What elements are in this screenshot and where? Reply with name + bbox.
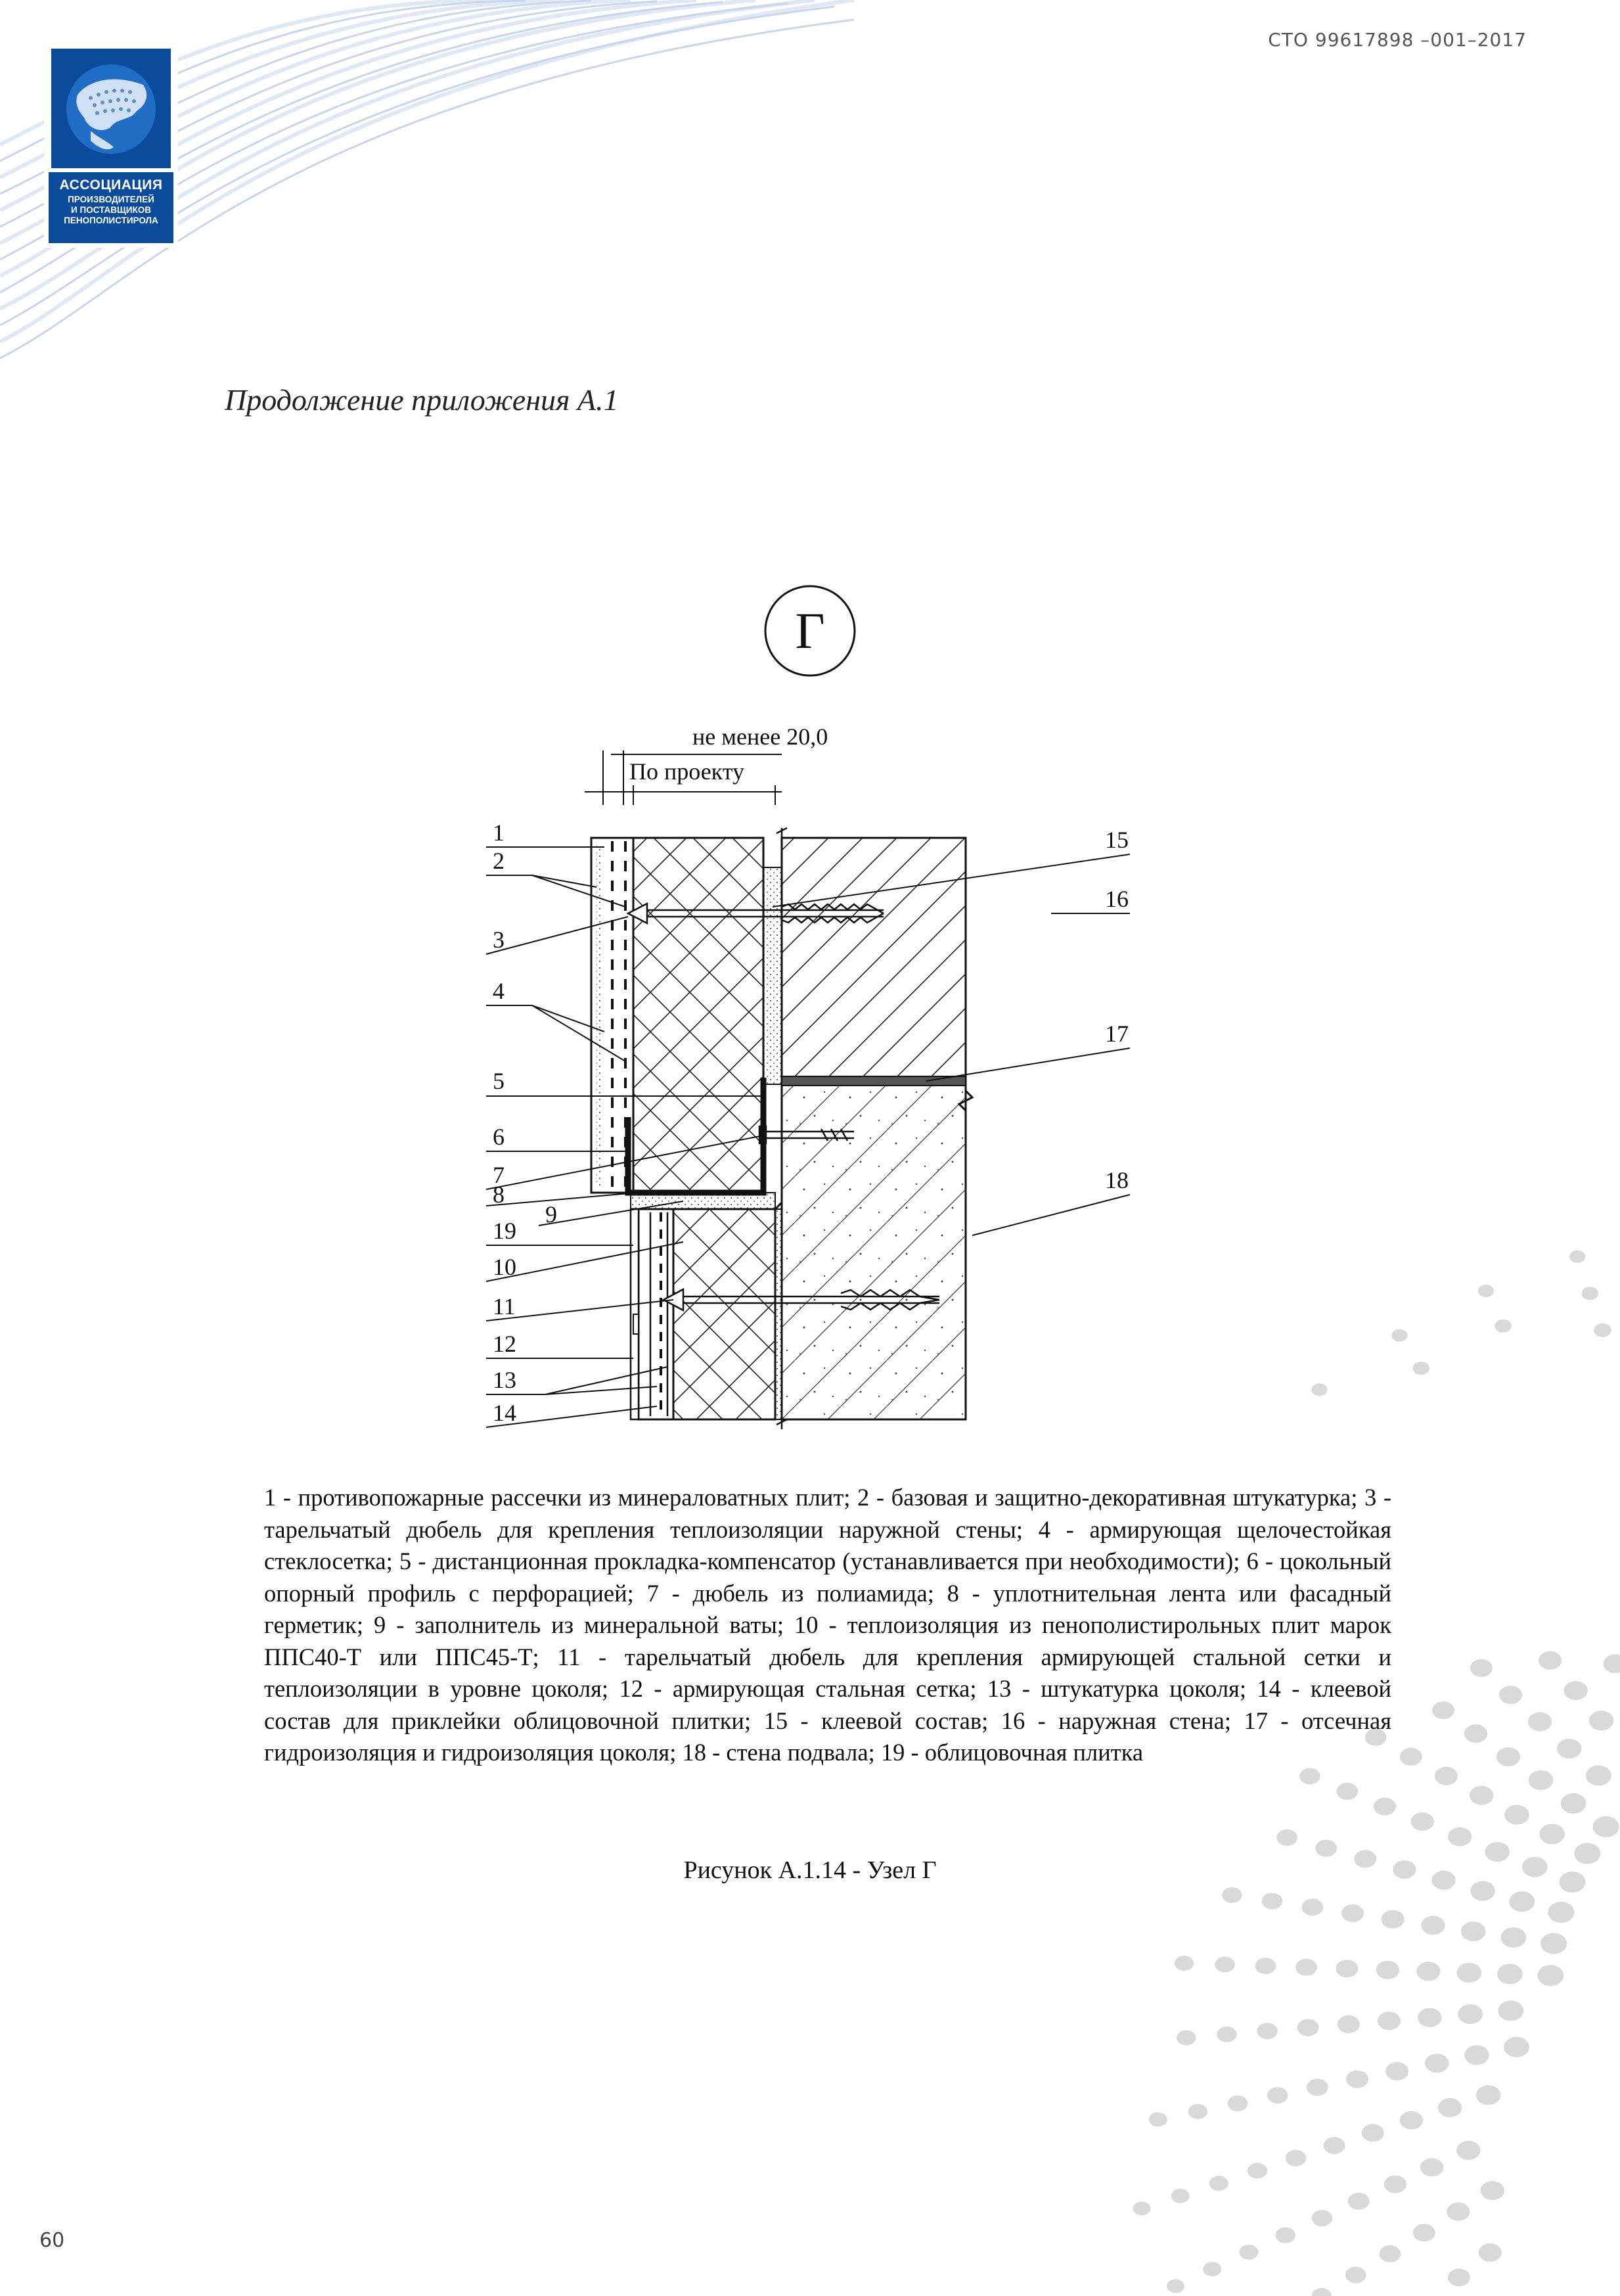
callout-19: 19 [493, 1218, 516, 1244]
callout-18: 18 [1105, 1167, 1129, 1193]
right-callouts [1105, 827, 1129, 1193]
callout-14: 14 [493, 1400, 516, 1426]
callout-10: 10 [493, 1254, 516, 1280]
callout-13: 13 [493, 1367, 516, 1393]
section-continuation-title: Продолжение приложения А.1 [225, 383, 619, 417]
callout-11: 11 [493, 1293, 516, 1320]
figure-caption: Рисунок А.1.14 - Узел Г [683, 1856, 937, 1884]
document-code: СТО 99617898 –001–2017 [1268, 29, 1527, 51]
callout-4: 4 [493, 978, 505, 1004]
node-drawing [473, 578, 1143, 1446]
callout-2: 2 [493, 848, 505, 874]
callout-12: 12 [493, 1331, 516, 1357]
callout-7: 7 [493, 1162, 505, 1188]
node-letter: Г [795, 602, 825, 659]
page-number: 60 [39, 2229, 65, 2252]
dimension-min: не менее 20,0 [692, 723, 828, 750]
callout-15: 15 [1105, 827, 1129, 853]
logo-text-block [49, 172, 173, 243]
logo-title: АССОЦИАЦИЯ [59, 177, 163, 193]
figure-legend: 1 - противопожарные рассечки из минераловатных плит; 2 - базовая и защитно-декоративная штукатурка; 3 - тарельчатый дюбель для крепления теплоизоляции наружной стены; 4 - армирующая щелочестойкая стеклосетка; 5 - дистанционная прокладка-компенсатор (устанавливается при необходимости); 6 - цокольный опорный профиль с перфорацией; 7 - дюбель из полиамида; 8 - уплотнительная лента или фасадный герметик; 9 - заполнитель из минеральной ваты; 10 - теплоизоляция из пенополистирольных плит марок ППС40-Т или ППС45-Т; 11 - тарельчатый дюбель для крепления армирующей стальной сетки и теплоизоляции в уровне цоколя; 12 - армирующая стальная сетка; 13 - штукатурка цоколя; 14 - клеевой состав для приклейки облицовочной плитки; 15 - клеевой состав; 16 - наружная стена; 17 - отсечная гидроизоляция и гидроизоляция цоколя; 18 - стена подвала; 19 - облицовочная плитка [264, 1484, 1391, 1766]
callout-9: 9 [545, 1201, 557, 1228]
callout-8: 8 [493, 1182, 505, 1208]
callout-3: 3 [493, 927, 505, 953]
dimension-project: По проекту [629, 758, 744, 785]
globe-icon [51, 49, 171, 168]
callout-1: 1 [493, 819, 505, 846]
callout-5: 5 [493, 1068, 505, 1094]
callout-17: 17 [1105, 1021, 1129, 1047]
left-callouts [493, 819, 557, 1426]
callout-16: 16 [1105, 886, 1129, 912]
callout-6: 6 [493, 1124, 505, 1150]
logo-subtitle: ПРОИЗВОДИТЕЛЕЙ И ПОСТАВЩИКОВ ПЕНОПОЛИСТИРОЛА [64, 195, 158, 225]
association-logo [46, 43, 176, 246]
